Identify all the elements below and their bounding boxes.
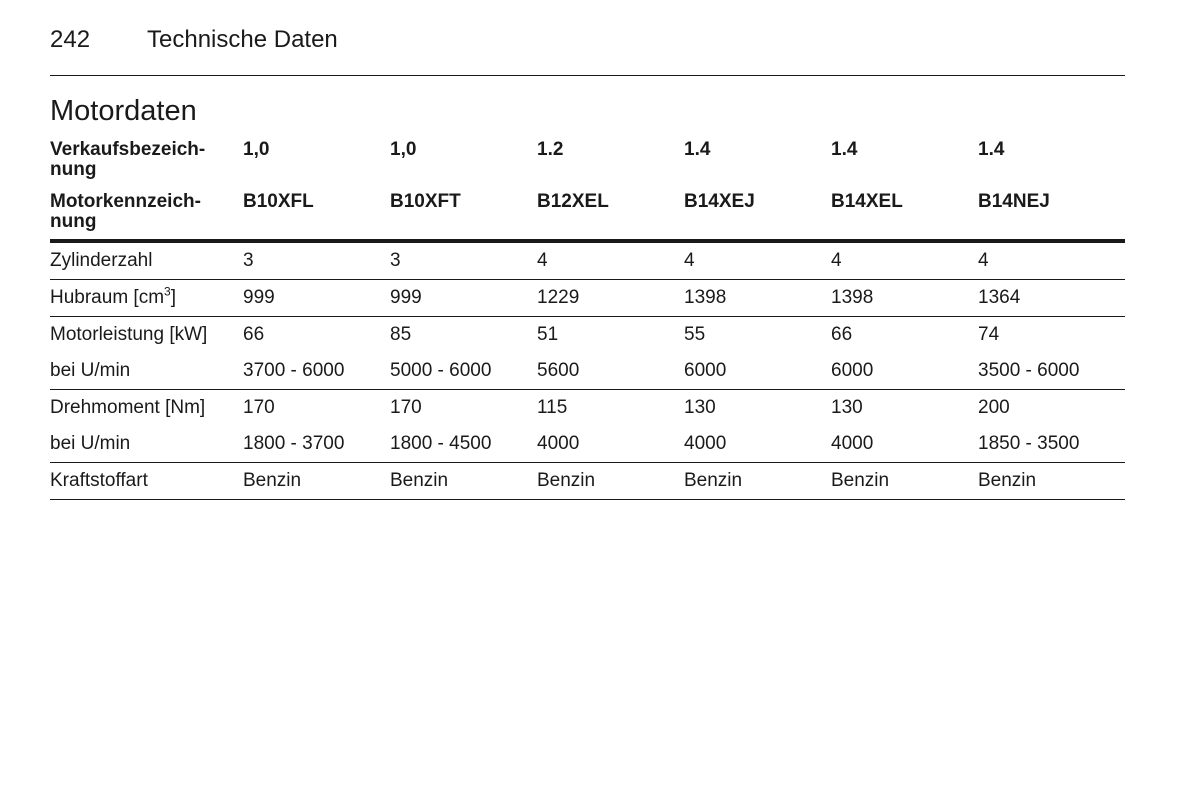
row-label: Motorkennzeich- nung (50, 192, 243, 241)
table-cell: 3500 - 6000 (978, 353, 1125, 390)
table-row (50, 463, 1125, 500)
table-cell: Benzin (390, 463, 537, 500)
header-cell: 1.4 (684, 139, 711, 160)
table-cell: 1800 - 4500 (390, 426, 537, 463)
header-cell: B10XFL (243, 192, 390, 241)
table-cell: 1229 (537, 280, 684, 317)
table-cell: 130 (831, 397, 863, 418)
table-cell: 4 (537, 241, 684, 280)
table-row (50, 426, 1125, 463)
table-cell: Benzin (978, 463, 1125, 500)
table-cell: 5600 (537, 353, 684, 390)
header-cell: B12XEL (537, 192, 684, 241)
table-cell: 3 (243, 241, 390, 280)
header-cell: B14XEL (831, 192, 978, 241)
table-cell: 55 (684, 324, 706, 345)
table-row (50, 317, 1125, 354)
table-cell: 6000 (684, 353, 831, 390)
header-cell: 1.4 (978, 139, 1005, 160)
table-cell: 1364 (978, 280, 1125, 317)
table-cell: 66 (831, 324, 853, 345)
table-cell: 115 (537, 397, 568, 418)
table-cell: 1398 (684, 280, 831, 317)
table-cell: 999 (243, 280, 390, 317)
table-cell: 170 (243, 397, 275, 418)
table-cell: 4000 (831, 426, 978, 463)
table-cell: 4 (684, 241, 831, 280)
page-header (50, 26, 1125, 76)
table-cell: 85 (390, 324, 412, 345)
header-cell: B10XFT (390, 192, 537, 241)
table-cell: Benzin (831, 463, 978, 500)
table-cell: Benzin (684, 463, 831, 500)
header-cell: 1,0 (243, 139, 270, 160)
row-label: Kraftstoffart (50, 463, 243, 500)
table-cell: 130 (684, 397, 716, 418)
row-label: Drehmoment [Nm] (50, 397, 206, 418)
table-cell: 4000 (537, 426, 684, 463)
table-cell: 3 (390, 241, 537, 280)
header-row-engine-code (50, 192, 1125, 241)
table-row (50, 241, 1125, 280)
table-cell: Benzin (243, 463, 390, 500)
header-cell: B14XEJ (684, 192, 831, 241)
table-cell: 66 (243, 324, 265, 345)
row-label: bei U/min (50, 353, 243, 390)
header-cell: B14NEJ (978, 192, 1125, 241)
table-cell: 3700 - 6000 (243, 353, 390, 390)
table-cell: 1398 (831, 280, 978, 317)
table-cell: 74 (978, 324, 1000, 345)
table-cell: 999 (390, 280, 537, 317)
table-cell: 51 (537, 324, 559, 345)
table-cell: 170 (390, 397, 422, 418)
table-cell: 5000 - 6000 (390, 353, 537, 390)
engine-spec-table (50, 140, 1125, 500)
row-label: Motorleistung [kW] (50, 324, 208, 345)
header-cell: 1,0 (390, 139, 417, 160)
table-cell: 4 (978, 241, 1125, 280)
section-title: Motordaten (50, 95, 197, 127)
header-cell: 1.2 (537, 139, 564, 160)
table-cell: 1800 - 3700 (243, 426, 390, 463)
row-label: Verkaufsbezeich- nung (50, 139, 206, 180)
table-cell: 1850 - 3500 (978, 426, 1125, 463)
table-row (50, 280, 1125, 317)
table-cell: 200 (978, 397, 1010, 418)
table-cell: Benzin (537, 463, 684, 500)
header-cell: 1.4 (831, 139, 858, 160)
running-title: Technische Daten (147, 26, 338, 53)
table-cell: 4000 (684, 426, 831, 463)
table-cell: 4 (831, 241, 978, 280)
page-number: 242 (50, 26, 91, 53)
header-row-sales-designation (50, 140, 1125, 192)
row-label: Zylinderzahl (50, 241, 243, 280)
table-cell: 6000 (831, 353, 978, 390)
row-label: bei U/min (50, 426, 243, 463)
table-row (50, 390, 1125, 427)
row-label: Hubraum $[cm^3]$ (50, 280, 243, 317)
table-row (50, 353, 1125, 390)
